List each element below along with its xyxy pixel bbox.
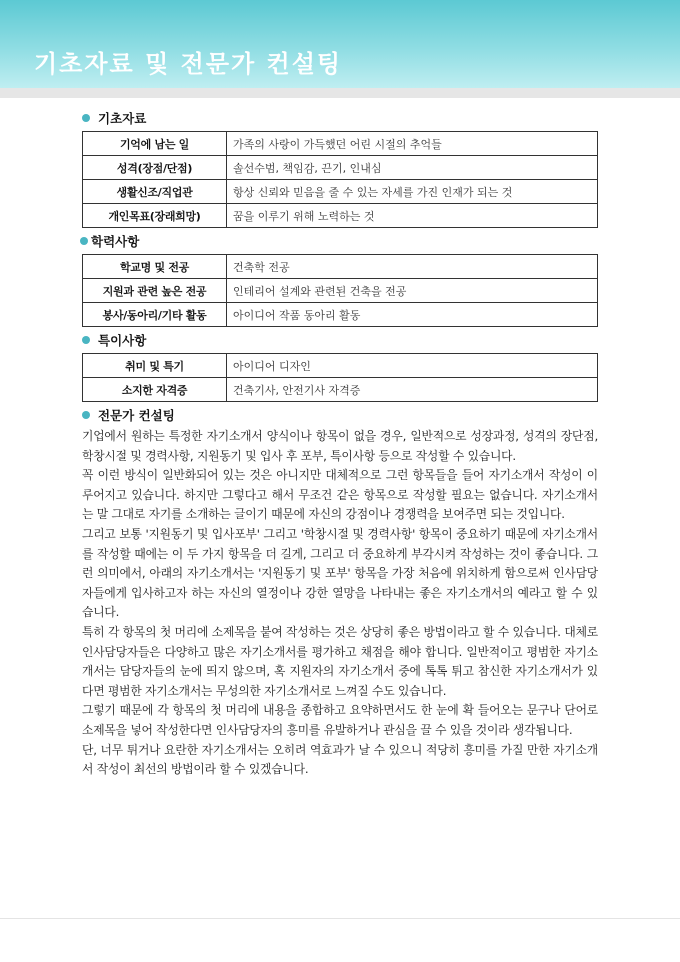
row-label: 봉사/동아리/기타 활동 xyxy=(83,303,227,327)
table-row xyxy=(83,378,598,402)
row-label: 생활신조/직업관 xyxy=(83,180,227,204)
row-value: 아이디어 작품 동아리 활동 xyxy=(227,303,598,327)
row-value: 아이디어 디자인 xyxy=(227,354,598,378)
row-label: 지원과 관련 높은 전공 xyxy=(83,279,227,303)
paragraph: 그리고 보통 '지원동기 및 입사포부' 그리고 '학창시절 및 경력사항' 항목이 중요하기 때문에 자기소개서를 작성할 때에는 이 두 가지 항목을 더 길게, 그리고 더 중요하게 부각시켜 작성하는 것이 좋습니다. 그런 의미에서, 아래의 자기소개서는 '지원동기 및 포부' 항목을 가장 처음에 위치하게 함으로써 인사담당자들에게 입사하고자 하는 자신의 열정이나 강한 열망을 나타내는 좋은 자기소개서의 예라고 할 수 있습니다. xyxy=(82,526,598,620)
paragraph: 단, 너무 튀거나 요란한 자기소개서는 오히려 역효과가 날 수 있으니 적당히 흥미를 가질 만한 자기소개서 작성이 최선의 방법이라 할 수 있겠습니다. xyxy=(82,742,598,777)
consulting-body xyxy=(82,427,598,780)
row-label: 성격(장점/단점) xyxy=(83,156,227,180)
table-row xyxy=(83,303,598,327)
section-heading-consulting xyxy=(82,405,598,425)
special-table xyxy=(82,353,598,402)
row-value: 솔선수범, 책임감, 끈기, 인내심 xyxy=(227,156,598,180)
bullet-icon xyxy=(82,336,90,344)
paragraph: 특히 각 항목의 첫 머리에 소제목을 붙여 작성하는 것은 상당히 좋은 방법이라고 할 수 있습니다. 대체로 인사담당자들은 다양하고 많은 자기소개서를 평가하고 채점을 해야 합니다. 일반적이고 평범한 자기소개서는 담당자들의 눈에 띄지 않으며, 혹 지원자의 자기소개서 중에 톡톡 튀고 참신한 자기소개서가 있다면 평범한 자기소개서는 무성의한 자기소개서로 느껴질 수도 있습니다. xyxy=(82,624,598,698)
row-label: 소지한 자격증 xyxy=(83,378,227,402)
bullet-icon xyxy=(82,114,90,122)
paragraph: 그렇기 때문에 각 항목의 첫 머리에 내용을 종합하고 요약하면서도 한 눈에 확 들어오는 문구나 단어로 소제목을 넣어 작성한다면 인사담당자의 흥미를 유발하거나 관심을 끌 수 있을 것이라 생각됩니다. xyxy=(82,703,598,737)
row-label: 취미 및 특기 xyxy=(83,354,227,378)
section-title: 특이사항 xyxy=(98,333,147,348)
row-value: 꿈을 이루기 위해 노력하는 것 xyxy=(227,204,598,228)
row-label: 학교명 및 전공 xyxy=(83,255,227,279)
education-table xyxy=(82,254,598,327)
row-label: 기억에 남는 일 xyxy=(83,132,227,156)
section-title: 학력사항 xyxy=(91,234,140,249)
bullet-icon xyxy=(80,237,88,245)
header-divider xyxy=(0,88,680,98)
row-value: 건축기사, 안전기사 자격증 xyxy=(227,378,598,402)
row-value: 건축학 전공 xyxy=(227,255,598,279)
row-label: 개인목표(장래희망) xyxy=(83,204,227,228)
page-title: 기초자료 및 전문가 컨설팅 xyxy=(34,50,343,78)
table-row xyxy=(83,255,598,279)
section-heading-special xyxy=(82,330,598,350)
footer-divider xyxy=(0,918,680,919)
header-banner xyxy=(0,0,680,88)
table-row xyxy=(83,180,598,204)
table-row xyxy=(83,204,598,228)
table-row xyxy=(83,279,598,303)
section-heading-basic xyxy=(82,108,598,128)
basic-info-table xyxy=(82,131,598,228)
table-row xyxy=(83,354,598,378)
section-title: 전문가 컨설팅 xyxy=(98,408,175,423)
section-heading-education xyxy=(80,231,598,251)
section-title: 기초자료 xyxy=(98,111,147,126)
document-content xyxy=(82,108,598,780)
bullet-icon xyxy=(82,411,90,419)
row-value: 가족의 사랑이 가득했던 어린 시절의 추억들 xyxy=(227,132,598,156)
paragraph: 꼭 이런 방식이 일반화되어 있는 것은 아니지만 대체적으로 그런 항목들을 들어 자기소개서 작성이 이루어지고 있습니다. 하지만 그렇다고 해서 무조건 같은 항목으로 작성할 필요는 없습니다. 자기소개서는 말 그대로 자기를 소개하는 글이기 때문에 자신의 강점이나 경쟁력을 보여주면 되는 것입니다. xyxy=(82,468,598,522)
row-value: 인테리어 설계와 관련된 건축을 전공 xyxy=(227,279,598,303)
paragraph: 기업에서 원하는 특정한 자기소개서 양식이나 항목이 없을 경우, 일반적으로 성장과정, 성격의 장단점, 학창시절 및 경력사항, 지원동기 및 입사 후 포부, 특이사항 등으로 작성할 수 있습니다. xyxy=(82,429,598,463)
row-value: 항상 신뢰와 믿음을 줄 수 있는 자세를 가진 인재가 되는 것 xyxy=(227,180,598,204)
table-row xyxy=(83,156,598,180)
table-row xyxy=(83,132,598,156)
